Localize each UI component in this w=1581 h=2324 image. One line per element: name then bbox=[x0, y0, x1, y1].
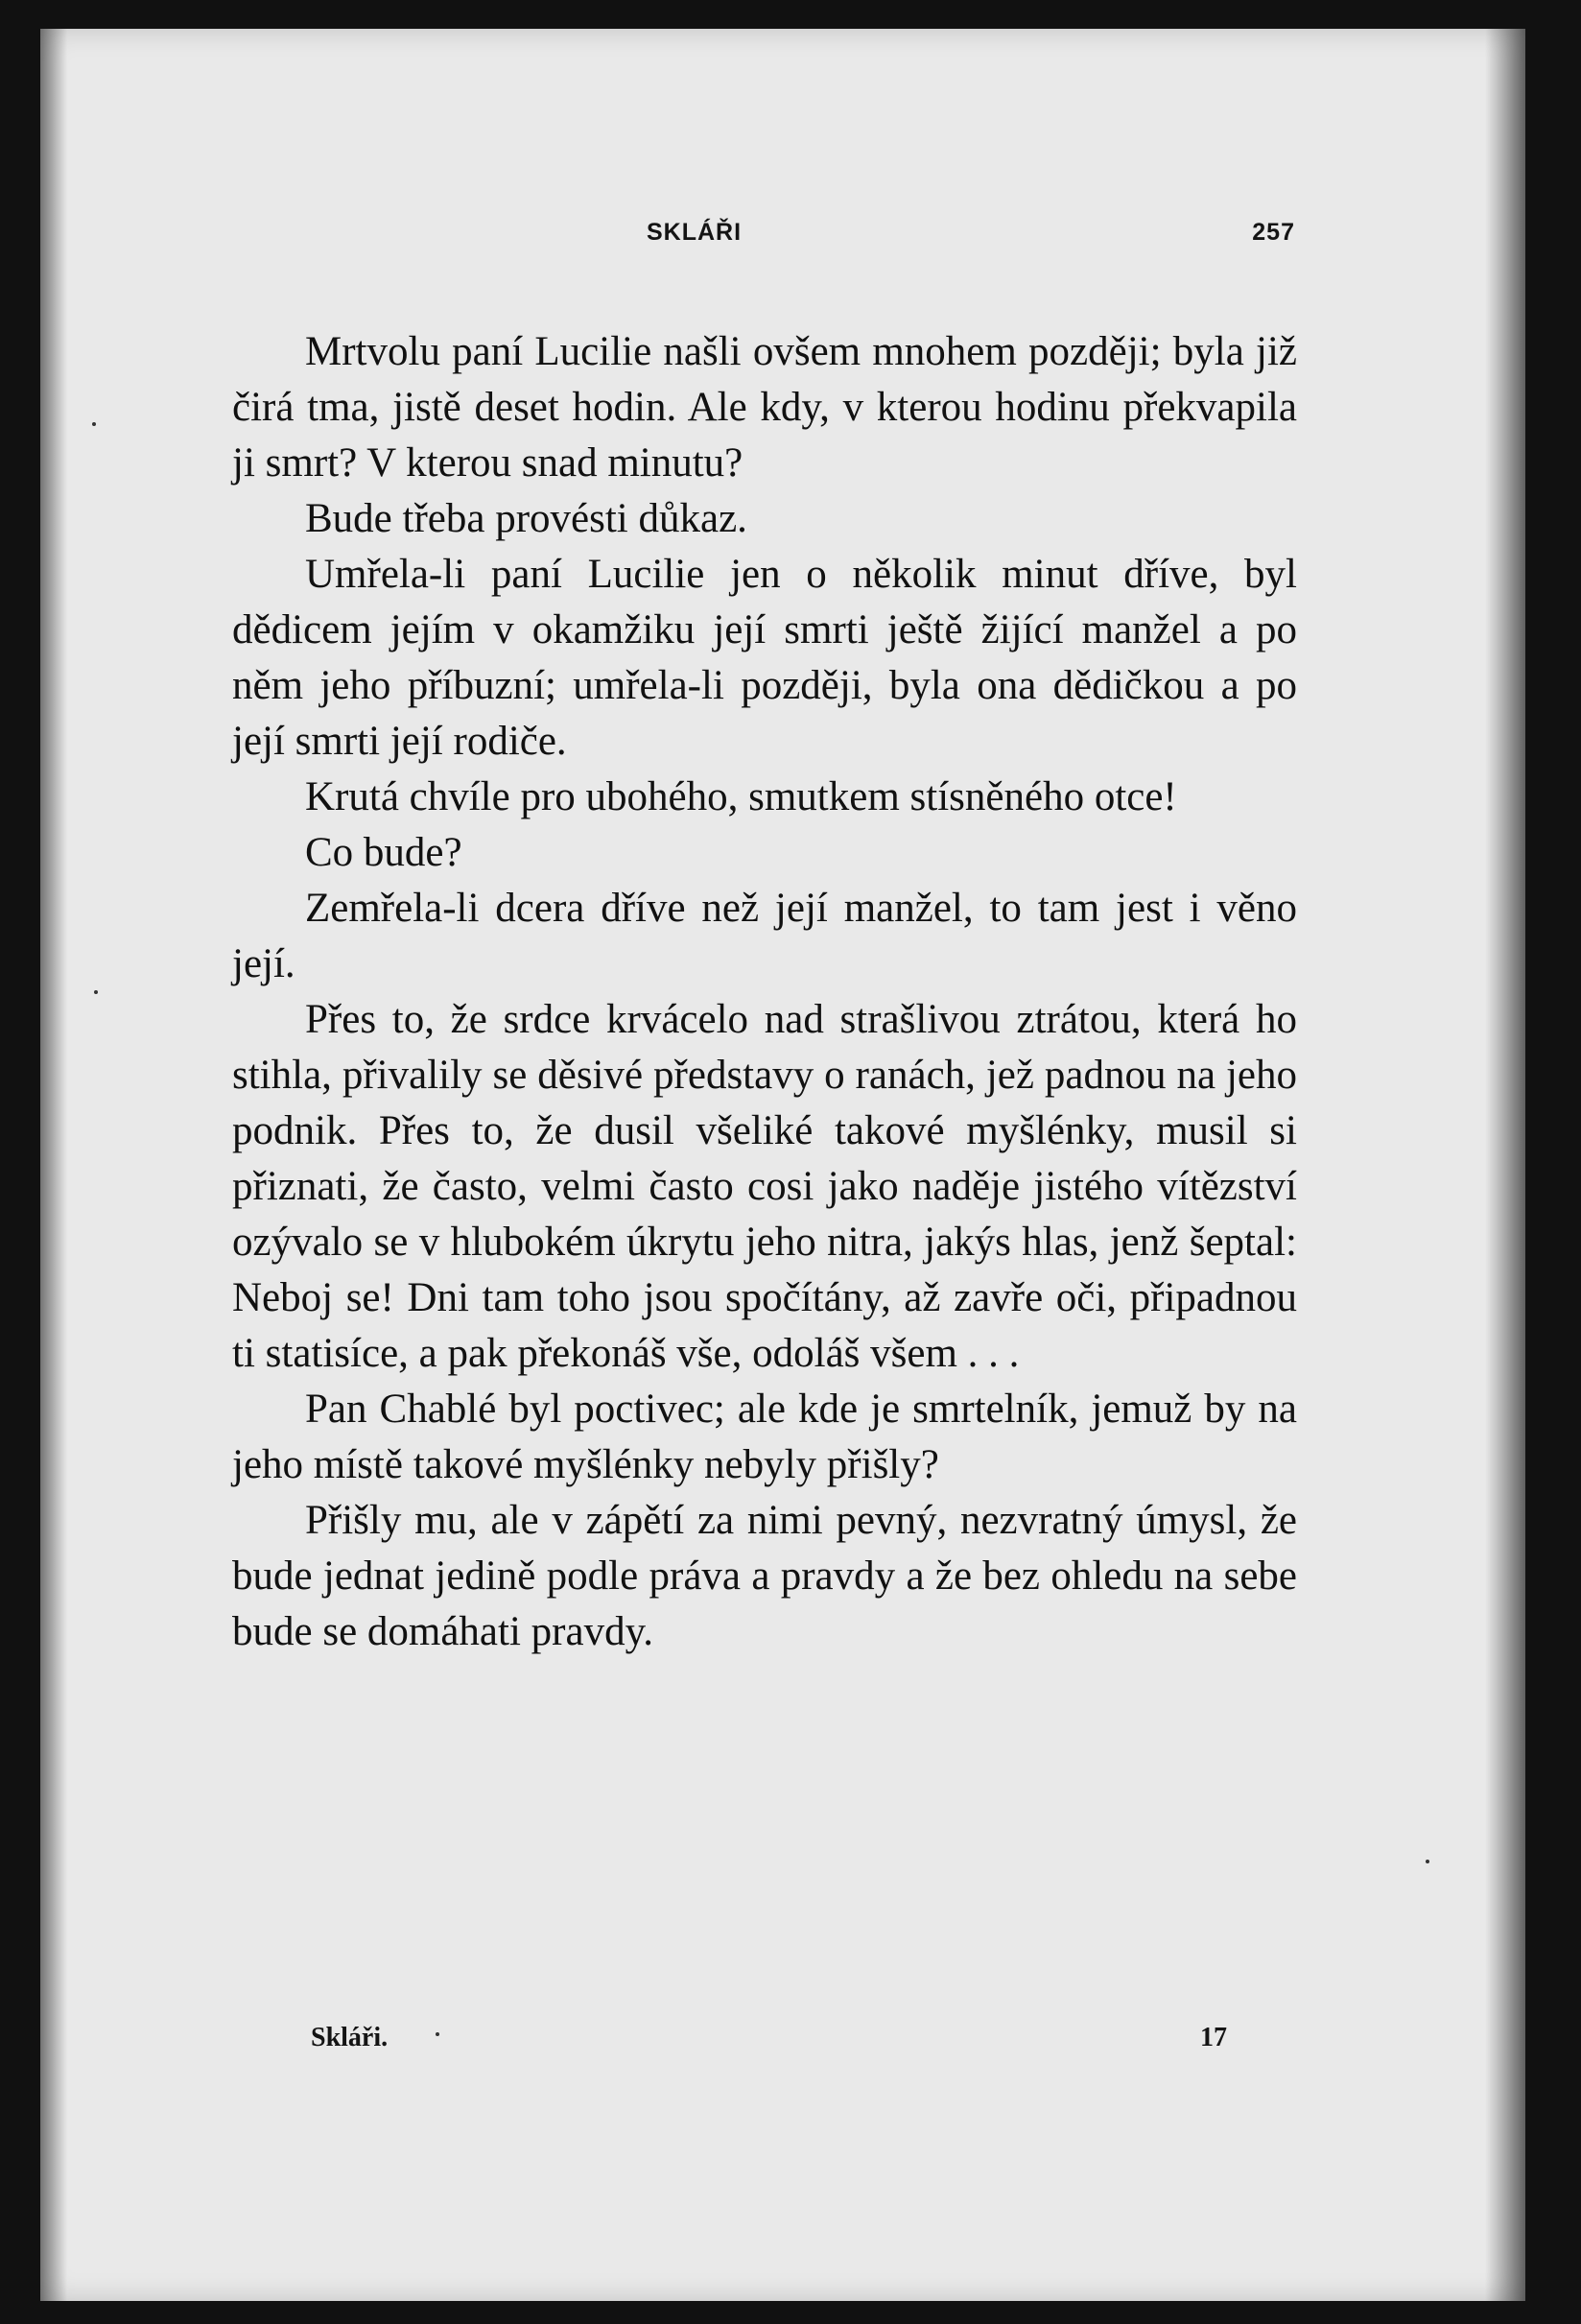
page-left-edge-shadow bbox=[40, 29, 67, 2301]
paragraph: Přišly mu, ale v zápětí za nimi pevný, nezvratný úmysl, že bude jednat jedině podle práva a pravdy a že bez ohledu na sebe bude se domáhati pravdy. bbox=[232, 1498, 1297, 1654]
dust-speck bbox=[436, 2032, 439, 2036]
main-text bbox=[232, 324, 1297, 1660]
dust-speck bbox=[1426, 1860, 1429, 1863]
dust-speck bbox=[92, 422, 96, 426]
paragraph: Zemřela-li dcera dříve než její manžel, to tam jest i věno její. bbox=[232, 886, 1297, 986]
paragraph: Bude třeba provésti důkaz. bbox=[305, 496, 747, 541]
paragraph: Přes to, že srdce krvácelo nad strašlivou ztrátou, která ho stihla, přivalily se děsivé představy o ranách, jež padnou na jeho podnik. Přes to, že dusil všeliké takové myšlénky, musil si přiznati, že často, velmi často cosi jako naděje jistého vítězství ozývalo se v hlubokém úkrytu jeho nitra, jakýs hlas, jenž šeptal: Neboj se! Dni tam toho jsou spočítány, až zavře oči, připadnou ti statisíce, a pak překonáš vše, odoláš všem . . . bbox=[232, 997, 1297, 1376]
signature-title: Skláři. bbox=[311, 2023, 389, 2052]
page-right-edge-shadow bbox=[1485, 29, 1525, 2301]
paragraph: Mrtvolu paní Lucilie našli ovšem mnohem později; byla již čirá tma, jistě deset hodin. Ale kdy, v kterou hodinu překvapila ji smrt? V kterou snad minutu? bbox=[232, 329, 1297, 486]
page-number: 257 bbox=[1252, 219, 1295, 246]
dust-speck bbox=[94, 990, 98, 994]
paragraph: Krutá chvíle pro ubohého, smutkem stísněného otce! bbox=[305, 774, 1177, 819]
running-head-title: SKLÁŘI bbox=[647, 219, 743, 246]
paragraph: Umřela-li paní Lucilie jen o několik minut dříve, byl dědicem jejím v okamžiku její smrti ještě žijící manžel a po něm jeho příbuzní; umřela-li později, byla ona dědičkou a po její smrti její rodiče. bbox=[232, 552, 1297, 764]
signature-number: 17 bbox=[1200, 2023, 1227, 2052]
paragraph: Pan Chablé byl poctivec; ale kde je smrtelník, jemuž by na jeho místě takové myšlénky nebyly přišly? bbox=[232, 1387, 1297, 1487]
paragraph: Co bude? bbox=[305, 830, 462, 875]
book-page bbox=[40, 29, 1525, 2301]
